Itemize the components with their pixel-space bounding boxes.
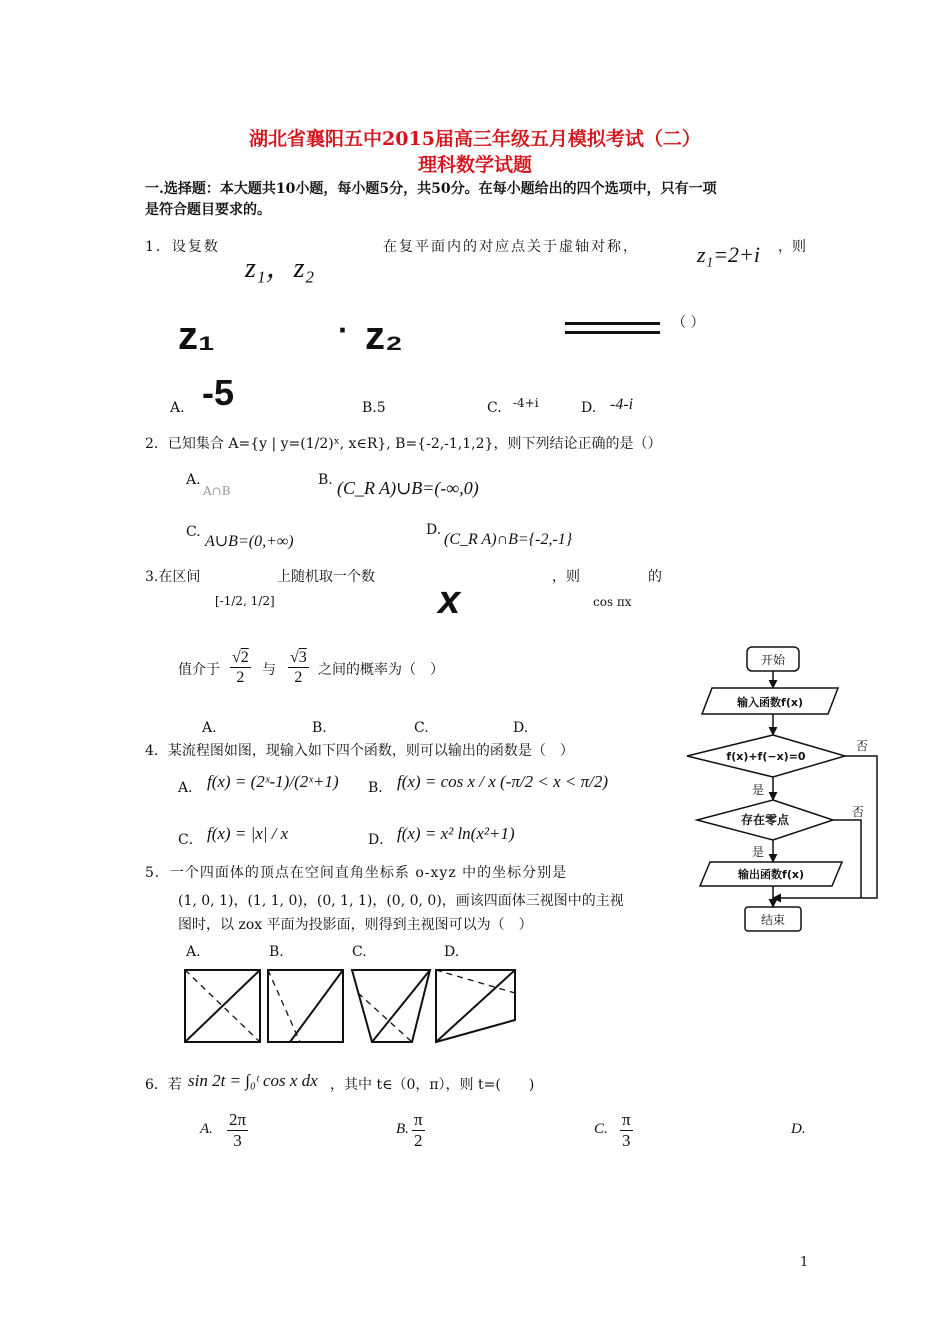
q5-line1: 5．一个四面体的顶点在空间直角坐标系 o-xyz 中的坐标分别是 xyxy=(145,865,568,881)
q3-value-text2: 与 xyxy=(262,662,276,678)
q5-figures xyxy=(180,965,520,1047)
q3-of: 的 xyxy=(648,569,662,585)
q6-equation: sin 2t = ∫₀ᵗ cos x dx xyxy=(188,1071,318,1090)
q4-optC-label: C． xyxy=(178,832,203,848)
flowchart xyxy=(680,640,890,940)
q3-interval: [-1/2, 1/2] xyxy=(215,594,275,608)
flow-no1-text: 否 xyxy=(856,739,869,753)
flow-cond2-text: 存在零点 xyxy=(740,813,790,827)
q6-label: 6．若 xyxy=(145,1077,182,1093)
q6-optA-frac xyxy=(227,1110,248,1152)
q3-frac-sqrt3: $\frac{√3}{2}$ xyxy=(290,649,307,687)
q6-optA-label: A. xyxy=(200,1121,213,1137)
q1-z1z2: z₁，z₂ xyxy=(245,253,315,284)
q1-optB: B.5 xyxy=(362,400,386,416)
q6-optC-den: 3 xyxy=(622,1131,631,1151)
q3-optA: A. xyxy=(202,720,217,736)
q2-optC-label: C. xyxy=(186,524,201,540)
q6-optA-den: 3 xyxy=(233,1131,242,1151)
q6-optB-frac xyxy=(412,1110,425,1152)
q3-sqrt3-radicand: 3 xyxy=(298,649,307,666)
q3-sqrt2-den: 2 xyxy=(236,669,245,687)
q5-fig-b-outline xyxy=(268,970,343,1042)
q6-optD-label: D. xyxy=(791,1121,806,1137)
q5-fig-b-dashed xyxy=(268,970,300,1042)
q2-optD-value: (C_R A)∩B={-2,-1} xyxy=(444,531,573,548)
q6-optB-label: B. xyxy=(396,1121,409,1137)
q1-suffix: ，则 xyxy=(778,239,806,255)
q1-prefix: 1．设复数 xyxy=(145,239,220,255)
q3-var: x xyxy=(438,578,461,622)
q3-middle: 上随机取一个数 xyxy=(277,569,375,585)
q4-stem: 4．某流程图如图，现输入如下四个函数，则可以输出的函数是（ ） xyxy=(145,743,574,759)
q5-line2: (1, 0, 1)，(1, 1, 0)，(0, 1, 1)，(0, 0, 0)，画该四面体三视图中的主视 xyxy=(178,893,624,909)
q2-stem: 2．已知集合 A={y | y=(1/2)ˣ, x∈R}, B={-2,-1,1,2}，则下列结论正确的是（） xyxy=(145,436,662,452)
q3-value-text3: 之间的概率为（ ） xyxy=(318,662,444,678)
q6-optB-num: π xyxy=(412,1110,425,1131)
q2-optC-value: A∪B=(0,+∞) xyxy=(205,533,294,550)
q3-value-text1: 值介于 xyxy=(178,662,220,678)
page-title: 湖北省襄阳五中2015届高三年级五月模拟考试（二） xyxy=(249,128,701,150)
q3-optD: D. xyxy=(513,720,529,736)
q4-optD-value: f(x) = x² ln(x²+1) xyxy=(397,824,515,843)
q2-optA-label: A. xyxy=(186,472,201,488)
flow-yes1-text: 是 xyxy=(752,783,765,797)
q4-optD-label: D． xyxy=(368,832,394,848)
q4-optB-label: B． xyxy=(368,780,393,796)
q3-optC: C. xyxy=(414,720,429,736)
q3-then: ，则 xyxy=(552,569,580,585)
q1-optA-value: -5 xyxy=(202,372,235,413)
q4-optA-value: f(x) = (2ˣ-1)/(2ˣ+1) xyxy=(207,772,339,791)
page-subtitle: 理科数学试题 xyxy=(417,154,532,176)
q4-optA-label: A． xyxy=(178,780,203,796)
flow-yes2-text: 是 xyxy=(752,845,765,859)
q3-sqrt2-radicand: 2 xyxy=(240,649,249,666)
q1-optA-label: A. xyxy=(170,400,185,416)
q2-optB-label: B. xyxy=(318,472,333,488)
q1-blank: （ ） xyxy=(672,315,705,331)
q5-fig-b-solid xyxy=(290,970,343,1042)
q3-sqrt3-den: 2 xyxy=(294,669,303,687)
q3-frac-sqrt2: $\frac{√2}{2}$ xyxy=(232,649,249,687)
q6-optA-num: 2π xyxy=(227,1110,248,1131)
q1-equals-bottom xyxy=(565,331,660,334)
q6-optC-frac xyxy=(620,1110,633,1152)
flow-output-text: 输出函数f(x) xyxy=(738,868,804,881)
q2-optB-value: (C_R A)∪B=(-∞,0) xyxy=(337,478,479,498)
q1-optC-label: C. xyxy=(487,400,502,416)
q1-dot: · xyxy=(338,312,349,348)
q3-optB: B. xyxy=(312,720,327,736)
flow-end-text: 结束 xyxy=(760,913,786,927)
page-number: 1 xyxy=(800,1255,809,1270)
q5-label-b: B. xyxy=(269,944,284,960)
q1-given: z₁=2+i xyxy=(697,242,761,267)
q2-optA-value: A∩B xyxy=(203,484,231,498)
section-header-line2: 是符合题目要求的。 xyxy=(145,202,271,218)
section-header-line1: 一.选择题：本大题共10小题，每小题5分，共50分。在每小题给出的四个选项中，只有一项 xyxy=(145,181,717,197)
q6-optC-label: C. xyxy=(594,1121,608,1137)
q6-middle: ，其中 t∈（0，π），则 t=( ) xyxy=(330,1077,535,1093)
flow-no2-text: 否 xyxy=(852,805,865,819)
q2-optD-label: D. xyxy=(426,522,442,538)
q1-middle: 在复平面内的对应点关于虚轴对称， xyxy=(383,239,639,255)
q1-optD-label: D. xyxy=(581,400,597,416)
flow-start-text: 开始 xyxy=(760,653,786,667)
q1-equals-top xyxy=(565,322,660,325)
q5-fig-c-outline xyxy=(352,970,430,1042)
q4-optC-value: f(x) = |x| / x xyxy=(207,824,289,843)
q6-optB-den: 2 xyxy=(414,1131,423,1151)
q3-func: cos πx xyxy=(593,595,632,609)
q3-prefix: 3.在区间 xyxy=(145,569,201,585)
q5-label-c: C. xyxy=(352,944,367,960)
q6-optC-num: π xyxy=(620,1110,633,1131)
q1-product-left: z₁ xyxy=(178,314,215,358)
q4-optB-value: f(x) = cos x / x (-π/2 < x < π/2) xyxy=(397,772,608,791)
flow-input-text: 输入函数f(x) xyxy=(737,696,803,709)
q1-product-right: z₂ xyxy=(365,314,403,358)
q5-line3: 图时，以 zox 平面为投影面，则得到主视图可以为（ ） xyxy=(178,917,533,933)
q1-optD-value: -4-i xyxy=(610,396,634,413)
q5-label-a: A. xyxy=(186,944,201,960)
q1-optC-value: -4+i xyxy=(513,396,539,410)
q5-label-d: D. xyxy=(444,944,460,960)
flow-cond1-text: f(x)+f(−x)=0 xyxy=(726,750,806,763)
